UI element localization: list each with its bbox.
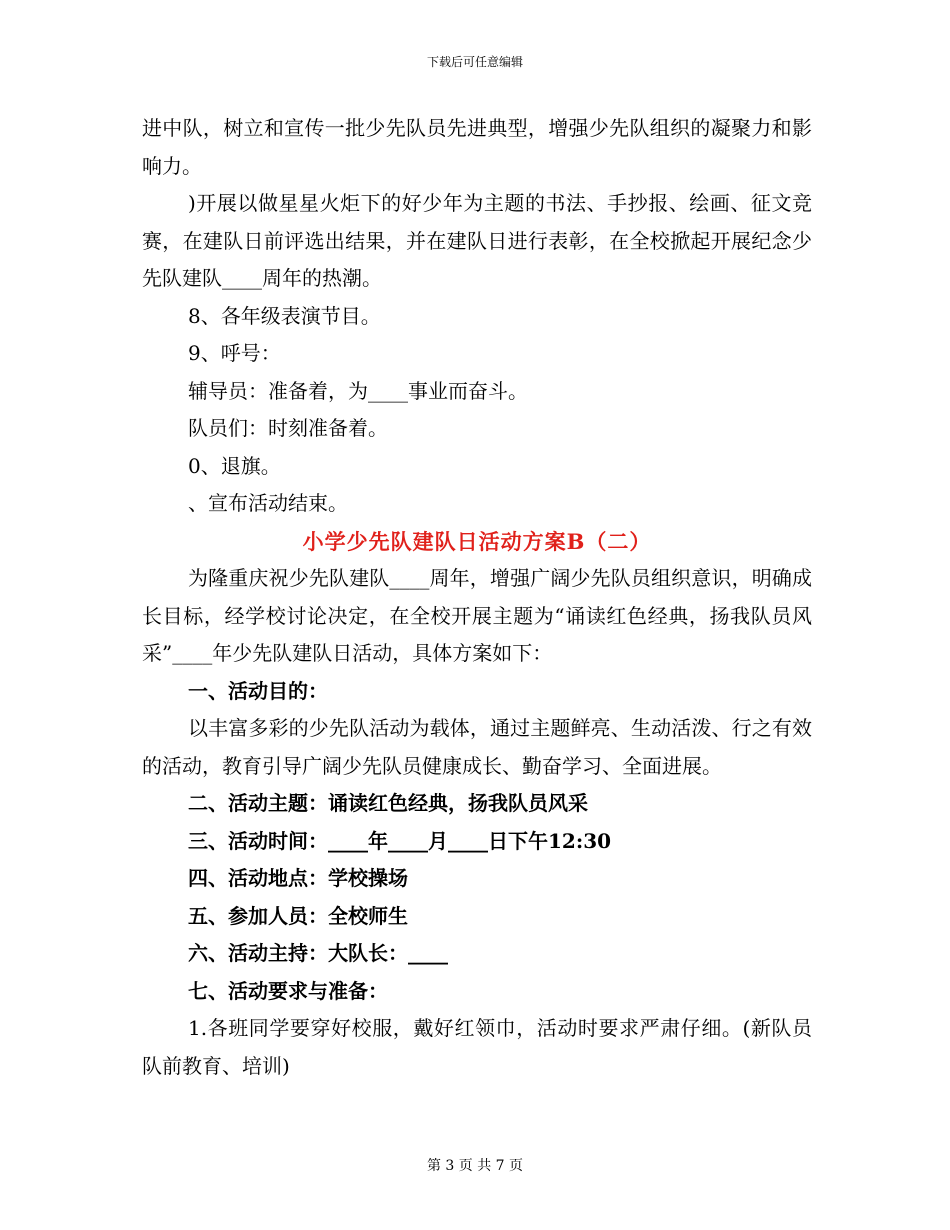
heading-time: 三、活动时间：____年____月____日下午12:30 — [188, 828, 612, 853]
list-item-slogan: 9、呼号： — [188, 341, 281, 365]
paragraph-continuation: 进中队，树立和宣传一批少先队员先进典型，增强少先队组织的凝聚力和影响力。 — [142, 116, 812, 178]
section-title: 小学少先队建队日活动方案B（二） — [302, 528, 652, 554]
document-body — [142, 110, 812, 1085]
paragraph-requirement-1: 1.各班同学要穿好校服，戴好红领巾，活动时要求严肃仔细。(新队员队前教育、培训) — [142, 1016, 812, 1078]
heading-theme: 二、活动主题：诵读红色经典，扬我队员风采 — [188, 791, 588, 815]
list-item-retire-flag: 0、退旗。 — [188, 453, 281, 478]
heading-host: 六、活动主持：大队长：____ — [188, 941, 448, 965]
heading-participants: 五、参加人员：全校师生 — [188, 903, 408, 928]
page-footer: 第 3 页 共 7 页 — [426, 1158, 524, 1174]
heading-requirements: 七、活动要求与准备： — [188, 978, 388, 1003]
heading-purpose: 一、活动目的： — [188, 678, 328, 703]
paragraph-purpose: 以丰富多彩的少先队活动为载体，通过主题鲜亮、生动活泼、行之有效的活动，教育引导广阔少先队员健康成长、勤奋学习、全面进展。 — [142, 716, 812, 778]
slogan-members: 队员们：时刻准备着。 — [188, 416, 388, 440]
list-item-performance: 8、各年级表演节目。 — [188, 303, 381, 328]
slogan-counselor: 辅导员：准备着，为____事业而奋斗。 — [188, 378, 528, 403]
paragraph-intro: 为隆重庆祝少先队建队____周年，增强广阔少先队员组织意识，明确成长目标，经学校讨论决定，在全校开展主题为“诵读红色经典，扬我队员风采”____年少先队建队日活动，具体方案如下： — [142, 566, 812, 665]
paragraph-competition: )开展以做星星火炬下的好少年为主题的书法、手抄报、绘画、征文竞赛，在建队日前评选出结果，并在建队日进行表彰，在全校掀起开展纪念少先队建队____周年的热潮。 — [142, 191, 812, 290]
page-header: 下载后可任意编辑 — [426, 55, 523, 69]
heading-location: 四、活动地点：学校操场 — [188, 866, 408, 890]
list-item-announce-end: 、宣布活动结束。 — [188, 491, 348, 515]
